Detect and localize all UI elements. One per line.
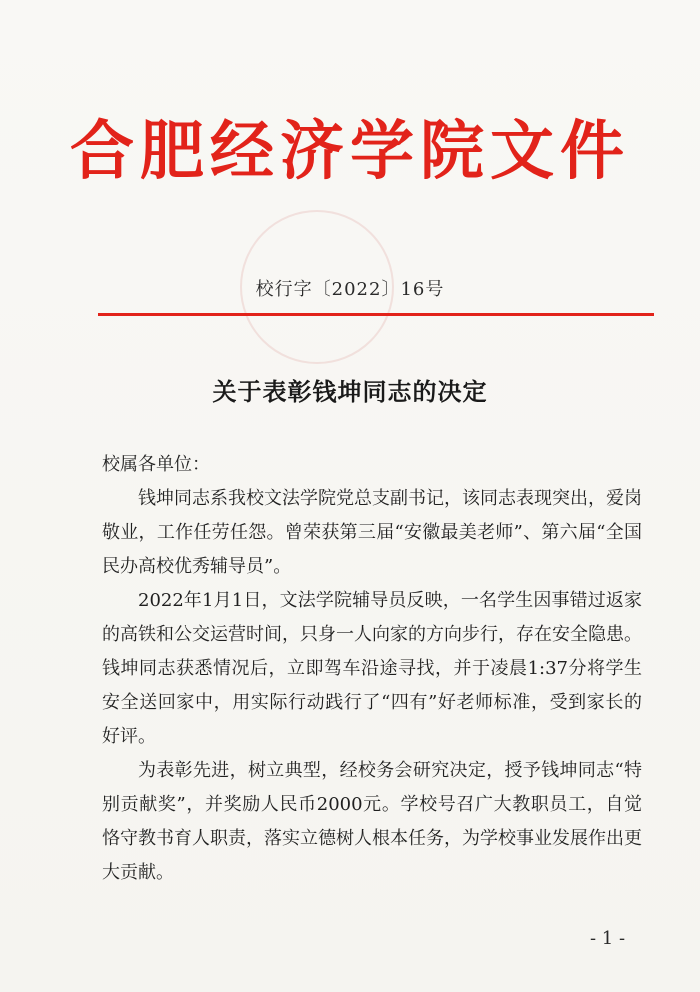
- salutation: 校属各单位：: [102, 454, 210, 475]
- red-divider-line: [98, 313, 654, 316]
- document-number: 校行字〔2022〕16号: [255, 279, 445, 300]
- paragraph-1: 钱坤同志系我校文法学院党总支副书记，该同志表现突出，爱岗敬业，工作任劳任怨。曾荣获第三届“安徽最美老师”、第六届“全国民办高校优秀辅导员”。: [102, 488, 642, 577]
- document-title: 关于表彰钱坤同志的决定: [212, 378, 488, 406]
- paragraph-3: 为表彰先进，树立典型，经校务会研究决定，授予钱坤同志“特别贡献奖”，并奖励人民币2000元。学校号召广大教职员工，自觉恪守教书育人职责，落实立德树人根本任务，为学校事业发展作出更大贡献。: [102, 760, 642, 883]
- page-number: - 1 -: [590, 928, 626, 949]
- paragraph-2: 2022年1月1日，文法学院辅导员反映，一名学生因事错过返家的高铁和公交运营时间，只身一人向家的方向步行，存在安全隐患。钱坤同志获悉情况后，立即驾车沿途寻找，并于凌晨1:37分将学生安全送回家中，用实际行动践行了“四有”好老师标准，受到家长的好评。: [102, 590, 642, 747]
- document-body: [102, 448, 642, 890]
- letterhead-title: 合肥经济学院文件: [70, 114, 630, 189]
